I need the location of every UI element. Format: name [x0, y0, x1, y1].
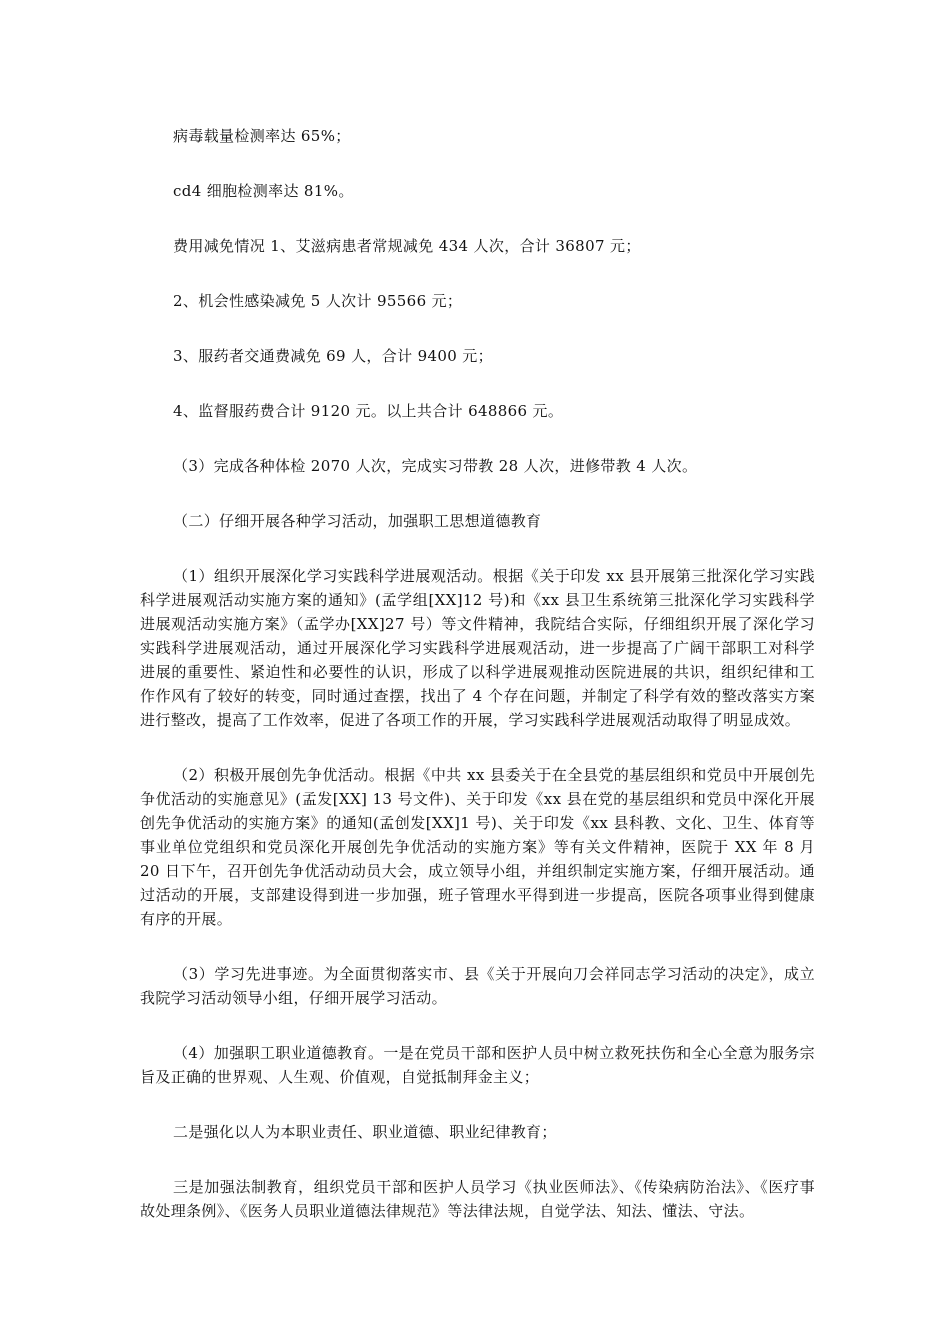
paragraph-physical-exams: （3）完成各种体检 2070 人次，完成实习带教 28 人次，进修带教 4 人次。 [173, 457, 698, 475]
section-heading-study-activities: （二）仔细开展各种学习活动，加强职工思想道德教育 [173, 512, 542, 530]
paragraph-science-development: （1）组织开展深化学习实践科学进展观活动。根据《关于印发 xx 县开展第三批深化学习实践科学进展观活动实施方案的通知》(孟学组[XX]12 号)和《xx 县卫生系统第三批深化学习实践科学进展观活动实施方案》（孟学办[XX]27 号）等文件精神，我院结合实际，仔细组织开展了深化学习实践科学进展观活动，通过开展深化学习实践科学进展观活动，进一步提高了广阔干部职工对科学进展的重要性、紧迫性和必要性的认识，形成了以科学进展观推动医院进展的共识，组织纪律和工作作风有了较好的转变，同时通过查摆，找出了 4 个存在问题，并制定了科学有效的整改落实方案进行整改，提高了工作效率，促进了各项工作的开展，学习实践科学进展观活动取得了明显成效。 [140, 567, 815, 729]
paragraph-professional-ethics: （4）加强职工职业道德教育。一是在党员干部和医护人员中树立救死扶伤和全心全意为服务宗旨及正确的世界观、人生观、价值观，自觉抵制拜金主义； [140, 1044, 815, 1086]
paragraph-viral-load: 病毒载量检测率达 65%； [173, 127, 351, 145]
paragraph-fee-reduction-4: 4、监督服药费合计 9120 元。以上共合计 648866 元。 [173, 402, 564, 420]
paragraph-excellence-campaign: （2）积极开展创先争优活动。根据《中共 xx 县委关于在全县党的基层组织和党员中开展创先争优活动的实施意见》(孟发[XX] 13 号文件)、关于印发《xx 县在党的基层组织和党员中深化开展创先争优活动的实施方案》的通知(孟创发[XX]1 号)、关于印发《xx 县科教、文化、卫生、体育等事业单位党组织和党员深化开展创先争优活动的实施方案》等有关文件精神，医院于 XX 年 8 月 20 日下午，召开创先争优活动动员大会，成立领导小组，并组织制定实施方案，仔细开展活动。通过活动的开展，支部建设得到进一步加强，班子管理水平得到进一步提高，医院各项事业得到健康有序的开展。 [140, 766, 815, 928]
paragraph-fee-reduction-3: 3、服药者交通费减免 69 人，合计 9400 元； [173, 347, 493, 365]
paragraph-advanced-deeds: （3）学习先进事迹。为全面贯彻落实市、县《关于开展向刀会祥同志学习活动的决定》，成立我院学习活动领导小组，仔细开展学习活动。 [140, 965, 815, 1007]
paragraph-legal-education: 三是加强法制教育，组织党员干部和医护人员学习《执业医师法》、《传染病防治法》、《医疗事故处理条例》、《医务人员职业道德法律规范》等法律法规，自觉学法、知法、懂法、守法。 [140, 1178, 815, 1220]
paragraph-fee-reduction-1: 费用减免情况 1、艾滋病患者常规减免 434 人次，合计 36807 元； [173, 237, 641, 255]
paragraph-fee-reduction-2: 2、机会性感染减免 5 人次计 95566 元； [173, 292, 463, 310]
paragraph-responsibility-education: 二是强化以人为本职业责任、职业道德、职业纪律教育； [173, 1123, 557, 1141]
document-body [140, 124, 815, 1223]
paragraph-cd4: cd4 细胞检测率达 81%。 [173, 182, 354, 200]
